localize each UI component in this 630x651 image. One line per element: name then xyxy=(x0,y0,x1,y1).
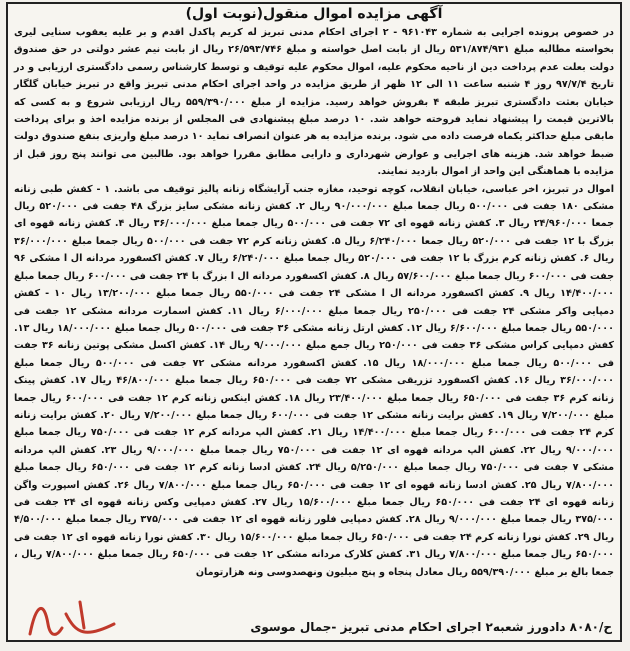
notice-paragraph-items: اموال در تبریز، اخر عباسی، خیابان انقلاب، کوچه توحید، مغازه جنب آرایشگاه زنانه پالیز توقیف می باشد. ۱ - کفش طبی زنانه مشکی ۱۸۰ جفت فی ۵۰۰/۰۰۰ ریال جمعا مبلغ ۹۰/۰۰۰/۰۰۰ ریال ۲. کفش زنانه مشکی سایز بزرگ ۴۸ جفت فی ۵۲۰/۰۰۰ ریال جمعا ۲۴/۹۶۰/۰۰۰ ریال ۳. کفش زنانه قهوه ای ۷۲ جفت فی ۵۰۰/۰۰۰ ریال جمعا مبلغ ۳۶/۰۰۰/۰۰۰ ریال ۴. کفش زنانه قهوه ای بزرگ با ۱۲ جفت فی ۵۲۰/۰۰۰ ریال جمعا ۶/۲۴۰/۰۰۰ ریال ۵. کفش زنانه کرم ۷۲ جفت فی ۵۰۰/۰۰۰ ریال جمعا مبلغ ۳۶/۰۰۰/۰۰۰ ریال ۶. کفش زنانه کرم بزرگ با ۱۲ جفت فی ۵۲۰/۰۰۰ ریال جمعا مبلغ ۶/۲۴۰/۰۰۰ ریال ۷. کفش اکسفورد مردانه ال ا مشکی ۹۶ جفت فی ۶۰۰/۰۰۰ ریال جمعا مبلغ ۵۷/۶۰۰/۰۰۰ ریال ۸. کفش اکسفورد مردانه ال ا بزرگ با ۲۴ جفت فی ۶۰۰/۰۰۰ ریال جمعا مبلغ ۱۴/۴۰۰/۰۰۰ ریال ۹. کفش اکسفورد مردانه ال ا مشکی ۲۴ جفت فی ۵۵۰/۰۰۰ ریال جمعا مبلغ ۱۳/۲۰۰/۰۰۰ ریال ۱۰ - کفش دمپایی واکر مشکی ۲۴ جفت فی ۲۵۰/۰۰۰ ریال جمعا مبلغ ۶/۰۰۰/۰۰۰ ریال ۱۱. کفش اسمارت مردانه مشکی ۱۲ جفت فی ۵۵۰/۰۰۰ ریال جمعا مبلغ ۶/۶۰۰/۰۰۰ ریال ۱۲. کفش ارتل زنانه مشکی ۳۶ جفت فی ۵۰۰/۰۰۰ ریال جمعا مبلغ ۱۸/۰۰۰/۰۰۰ ریال ۱۳. کفش دمپایی کراس مشکی ۳۶ جفت فی ۲۵۰/۰۰۰ ریال جمع مبلغ ۹/۰۰۰/۰۰۰ ریال ۱۴. کفش اکسل مشکی پوتین زنانه ۳۶ جفت فی ۵۰۰/۰۰۰ ریال جمعا مبلغ ۱۸/۰۰۰/۰۰۰ ریال ۱۵. کفش اکسفورد مردانه مشکی ۷۲ جفت فی ۵۰۰/۰۰۰ ریال جمعا مبلغ ۳۶/۰۰۰/۰۰۰ ریال ۱۶. کفش اکسفورد تزریقی مشکی ۷۲ جفت فی ۶۵۰/۰۰۰ ریال جمعا مبلغ ۴۶/۸۰۰/۰۰۰ ریال ۱۷. کفش پینک زنانه کرم ۳۶ جفت فی ۶۵۰/۰۰۰ ریال جمعا مبلغ ۲۳/۴۰۰/۰۰۰ ریال ۱۸. کفش اینکس زنانه کرم ۱۲ جفت فی ۶۰۰/۰۰۰ ریال جمعا مبلغ ۷/۲۰۰/۰۰۰ ریال ۱۹. کفش برایت زنانه مشکی ۱۲ جفت فی ۶۰۰/۰۰۰ ریال جمعا مبلغ ۷/۲۰۰/۰۰۰ ریال ۲۰. کفش برایت زنانه کرم ۲۴ جفت فی ۶۰۰/۰۰۰ ریال جمعا مبلغ ۱۴/۴۰۰/۰۰۰ ریال ۲۱. کفش الپ مردانه کرم ۱۲ جفت فی ۷۵۰/۰۰۰ ریال جمعا مبلغ ۹/۰۰۰/۰۰۰ ریال ۲۲. کفش الپ مردانه قهوه ای ۱۲ جفت فی ۷۵۰/۰۰۰ ریال جمعا مبلغ ۹/۰۰۰/۰۰۰ ریال ۲۳. کفش الپ مردانه مشکی ۷ جفت فی ۷۵۰/۰۰۰ ریال جمعا مبلغ ۵/۲۵۰/۰۰۰ ریال ۲۴. کفش ادسا زنانه کرم ۱۲ جفت فی ۶۵۰/۰۰۰ ریال جمعا مبلغ ۷/۸۰۰/۰۰۰ ریال ۲۵. کفش ادسا زنانه قهوه ای ۱۲ جفت فی ۶۵۰/۰۰۰ ریال جمعا مبلغ ۷/۸۰۰/۰۰۰ ریال ۲۶. کفش اسپورت واگن زنانه قهوه ای ۲۴ جفت فی ۶۵۰/۰۰۰ ریال جمعا مبلغ ۱۵/۶۰۰/۰۰۰ ریال ۲۷. کفش دمپایی وکس زنانه قهوه ای ۲۴ جفت فی ۳۷۵/۰۰۰ ریال جمعا مبلغ ۹/۰۰۰/۰۰۰ ریال ۲۸. کفش دمپایی فلور زنانه قهوه ای ۱۲ جفت فی ۳۷۵/۰۰۰ ریال جمعا مبلغ ۴/۵۰۰/۰۰۰ ریال ۲۹. کفش نورا زنانه کرم ۲۴ جفت فی ۶۵۰/۰۰۰ ریال جمعا مبلغ ۱۵/۶۰۰/۰۰۰ ریال ۳۰. کفش نورا زنانه قهوه ای ۱۲ جفت فی ۶۵۰/۰۰۰ ریال جمعا مبلغ ۷/۸۰۰/۰۰۰ ریال ۳۱. کفش کلارک مردانه مشکی ۱۲ جفت فی ۶۵۰/۰۰۰ ریال جمعا مبلغ ۷/۸۰۰/۰۰۰ ریال ، جمعا بالغ بر مبلغ ۵۵۹/۳۹۰/۰۰۰ ریال معادل پنجاه و پنج میلیون ونهصدوسی ونه هزارتومان xyxy=(14,183,615,578)
notice-body xyxy=(14,24,614,581)
notice-title: آگهی مزایده اموال منقول(نوبت اول) xyxy=(185,6,443,22)
notice-paragraph-terms: در خصوص پرونده اجرایی به شماره ۹۶۱۰۴۳ - ۲ اجرای احکام مدنی تبریز له کریم پاکدل اقدم و بر علیه یعقوب سنایی لیری بخواسته مطالبه مبلغ ۵۳۱/۸۷۴/۹۳۱ ریال از بابت اصل خواسته و مبلغ ۲۶/۵۹۳/۷۴۶ ریال از بابت نیم عشر دولتی در حق صندوق دولت بعلت عدم پرداخت دین از ناحیه محکوم علیه، اموال محکوم علیه توقیف و توسط کارشناس رسمی دادگستری ارزیابی و در تاریخ ۹۷/۷/۴ روز ۴ شنبه ساعت ۱۱ الی ۱۲ ظهر از طریق مزایده در واحد اجرای احکام مدنی تبریز واقع در تبریز خیابان گلگار خیابان بعثت دادگستری تبریز طبقه ۴ بفروش خواهد رسید. مزایده از مبلغ ۵۵۹/۳۹۰/۰۰۰ ریال ارزیابی شروع و به کسی که بالاترین قیمت را پیشنهاد نماید فروخته خواهد شد. ۱۰ درصد مبلغ پیشنهادی فی المجلس از برنده مزایده اخذ و برای پرداخت مابقی مبلغ حداکثر یکماه فرصت داده می شود. برنده مزایده به هر عنوان انصراف نماید ۱۰ درصد مبلغ واریزی بنفع صندوق دولت ضبط خواهد شد. هزینه های اجرایی و عوارض شهرداری و دارایی مطابق مقررا خواهد بود. طالبین می توانند پنج روز قبل از مزایده با هماهنگی این واحد از اموال بازدید نمایند. xyxy=(14,27,615,178)
handwritten-signature xyxy=(22,594,122,640)
notice-footer: ح/۸۰۸۰ دادورز شعبه۲ اجرای احکام مدنی تبریز -جمال موسوی xyxy=(250,620,612,634)
notice-sheet xyxy=(6,2,622,642)
